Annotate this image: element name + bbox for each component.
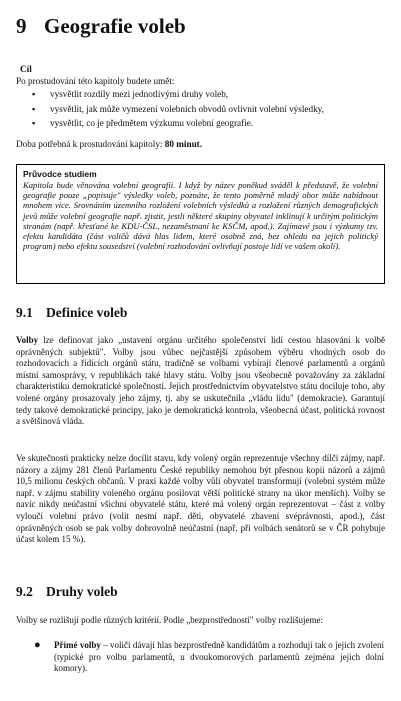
goal-label: Cíl: [20, 64, 32, 74]
paragraph-reality: [16, 453, 385, 546]
goal-section: [16, 64, 386, 133]
duration-value: 80 minut: [164, 139, 200, 149]
study-duration: [16, 139, 202, 149]
chapter-number: 9: [16, 14, 27, 38]
goal-item: ▪ vysvětlit, co je předmětem výzkumu volební geografie.: [16, 118, 386, 130]
bullet-icon: ●: [34, 639, 41, 651]
duration-end: .: [199, 139, 203, 149]
paragraph-text: lze definovat jako „ustavení orgánu určitého společenství lidí cestou hlasování k volbě oprávněných subjektů". Volby jsou vůbec nejčastější způsobem výběru vhodných osob do rozhodovacích a řídících orgánů státu, tradičně se volbami vybírají členové parlamentů a orgánů místní samosprávy, v republikách také hlavy státu. Volby jsou všeobecně považovány za základní charakteristiku demokratické společnosti. Jejich prostřednictvím obyvatelstvo státu dociluje toho, aby volené orgány prosazovaly jeho zájmy, tj. aby se uskutečnila „vládu lidu" (demokracie). Garantují tedy takové demokratické principy, jako je demokratická kontrola, všeobecná účast, politická rovnost a světšinová vláda.: [16, 335, 385, 427]
term-volby: Volby: [16, 335, 39, 345]
chapter-heading: [16, 14, 186, 39]
list-item-text: – voliči dávají hlas bezprostředně kandidátům a rozhodují tak o jejich zvolení (typické pro volbu parlamentů, u dvoukomorových parlamentů zejména jejich dolní komory).: [54, 640, 384, 674]
study-guide-box: [16, 164, 385, 284]
section-heading-definice: [16, 305, 127, 321]
study-guide-text: Kapitola bude věnována volební geografii. I když by název poněkud sváděl k představě, že volební geografie pouze „popisuje" výsledky voleb, poznáte, že tento poměrně mladý obor může nabídnout mnohem více. Srovnáním územního rozložení volebních výsledků a rozložení různých demografických jevů může volební geografie např. zjistit, jestli některé skupiny obyvatel inklinují k určitým politickým stranám (např. křesťané ke KDU-ČSL, nezaměstnaní ke KSČM, apod.). Zajímavé jsou i výzkumy tzv. efektu kandidáta (část voličů dává hlas lidem, které osobně zná, bez ohledu na jejich politický program) nebo efektu sousedství (volební rozhodování ovlivňují postoje lidí ve vašem okolí).: [23, 180, 378, 252]
paragraph-definition: [16, 335, 385, 428]
section-title: Druhy voleb: [46, 584, 118, 599]
list-item-body: [54, 640, 384, 675]
goal-item: ▪ vysvětlit rozdíly mezi jednotlivými druhy voleb,: [16, 89, 386, 101]
term-prime-volby: Přímé volby: [54, 640, 101, 650]
paragraph-types-intro: [16, 615, 385, 627]
section-heading-druhy: [16, 584, 118, 600]
section-number: 9.2: [16, 584, 33, 599]
paragraph-text: Ve skutečnosti prakticky nelze docílit stavu, kdy volený orgán reprezentuje všechny dílčí zájmy, např. názory a zájmy 281 členů Parlamentu České republiky nemohou být přesnou kopií názorů a zájmů 10,5 milionu českých občanů. V praxi každé volby vůli obyvatel transformují (volební systém může např. v zájmu stability voleného orgánu posilovat větší politické strany na úkor menších). Volby se navíc nikdy neúčastní všichni obyvatelé státu, které má volený orgán reprezentovat – část z volby vyloučí volební právo (volit nesmí např. děti, obyvatelé zbavení svéprávnosti, apod.), část oprávněných osob se pak volby dobrovolně neúčastní (např. při volbách senátorů se v ČR pohybuje účast kolem 15 %).: [16, 453, 385, 545]
goal-item: ▪ vysvětlit, jak může vymezení volebních obvodů ovlivnit volební výsledky,: [16, 104, 386, 116]
paragraph-text: Volby se rozlišují podle různých kritérií. Podle „bezprostřednosti" volby rozlišujeme:: [16, 615, 323, 625]
duration-text: Doba potřebná k prostudování kapitoly:: [16, 139, 165, 149]
section-title: Definice voleb: [46, 305, 128, 320]
chapter-title: Geografie voleb: [44, 14, 186, 38]
section-number: 9.1: [16, 305, 33, 320]
study-guide-title: Průvodce studiem: [23, 169, 97, 179]
goal-list: [16, 89, 386, 130]
goal-intro: Po prostudování této kapitoly budete umět:: [16, 75, 175, 86]
